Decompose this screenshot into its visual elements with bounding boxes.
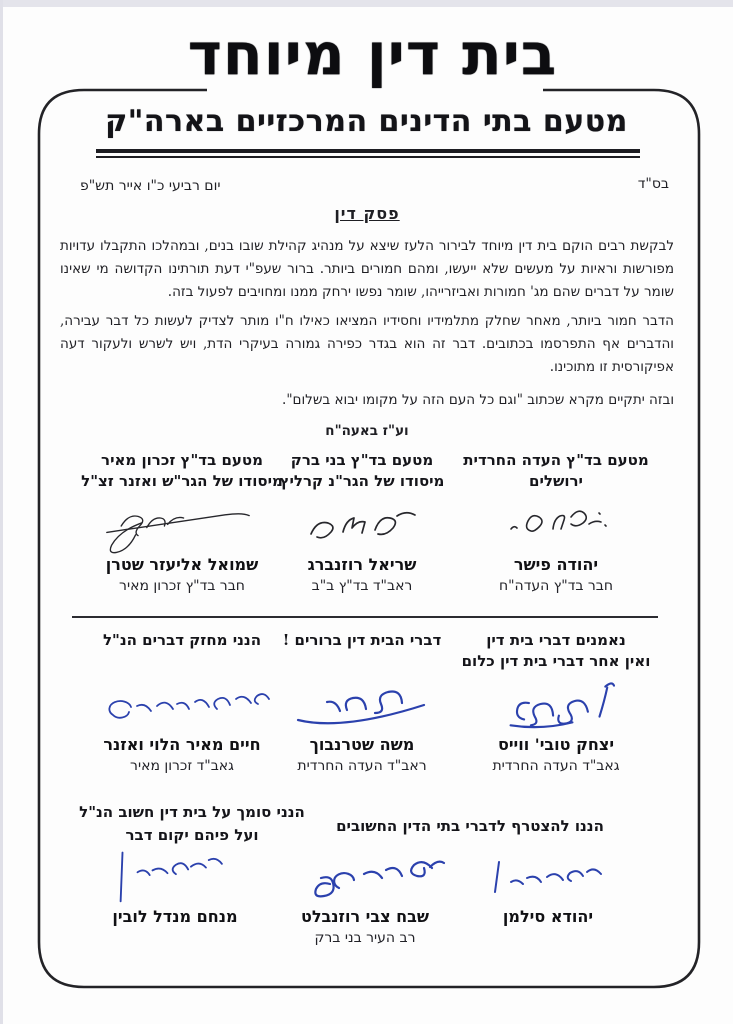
date-label: יום רביעי כ"ו אייר תש"פ <box>80 178 221 194</box>
signature-yehuda-fisher <box>501 502 611 546</box>
signer-name: יצחק טובי' ווייס <box>497 735 615 754</box>
photo-edge-left <box>0 0 3 1024</box>
signer-role: ראב"ד העדה החרדית <box>297 758 427 774</box>
signer-block-shmuel-eliezer-stern <box>67 450 297 596</box>
org-line: מיסודו של הגר"נ קרליץ <box>279 472 445 490</box>
signature-shmuel-eliezer-stern <box>72 494 292 554</box>
signer-block-menachem-mendel-lubin <box>60 844 290 948</box>
section-divider <box>72 616 658 618</box>
signer-role: רב העיר בני ברק <box>314 930 416 946</box>
org-line: מטעם בד"ץ זכרון מאיר <box>101 451 263 469</box>
signer-name: שמואל אליעזר שטרן <box>105 555 259 574</box>
org-line: ירושלים <box>529 472 583 490</box>
page-subtitle: מטעם בתי הדינים המרכזיים בארה"ק <box>105 104 628 139</box>
signer-role: חבר בד"ץ זכרון מאיר <box>119 578 245 594</box>
ruling-paragraph: לבקשת רבים הוקם בית דין מיוחד לבירור הלעז שיצא על מנהיג קהילת שובו בנים, ובמהלכו התקבלו עדויות מפורשות וראיות על מעשים שלא ייעשו, ומהם חמורים ביותר. ברור שעפ"י דעת תורתינו הקדושה מי שאינו שומר על דברים שהם מג' חמורות ואביזרייהו, שומר נפשו ירחק ממנו ומחויבים לפעול בזה. <box>60 238 674 300</box>
ruling-heading: פסק דין <box>334 204 400 223</box>
signer-name: מנחם מנדל לובין <box>112 907 238 926</box>
signer-role: גאב"ד העדה החרדית <box>492 758 620 774</box>
signer-role <box>60 928 290 948</box>
signature-chaim-meir-halevi-wosner <box>87 679 277 729</box>
ruling-paragraph: הדבר חמור ביותר, מאחר שחלק מתלמידיו וחסידיו המציאו כאילו ח"ו מותר לצדיק לעשות כל דבר עבירה, והדברים אף התפרסמו בכתובים. דבר זה הוא בגדר כפירה גמורה בעיקרי הדת, ויש לשרש ולעקור דעה אפיקורסית זו מתוכינו. <box>60 313 674 375</box>
signer-name: יהודה פישר <box>513 555 599 574</box>
bsd-label: בס"ד <box>637 176 669 192</box>
signature-shevach-tzvi-rosenblatt <box>280 849 450 903</box>
endorsement-line: ועל פיהם יקום דבר <box>125 826 259 844</box>
signature-sariel-rosenberg <box>297 501 427 547</box>
signer-name: יהודא סילמן <box>502 907 594 926</box>
endorsement-line: הנני מחזק דברים הנ"ל <box>102 631 262 649</box>
signer-role: גאב"ד זכרון מאיר <box>130 758 234 774</box>
double-rule-thin <box>96 156 640 158</box>
signer-role: ראב"ד בד"ץ ב"ב <box>311 578 413 594</box>
signer-name: שבח צבי רוזנבלט <box>300 907 430 926</box>
endorsement-line <box>67 651 297 672</box>
signature-yehuda-silman <box>483 854 613 899</box>
endorsement-line: דברי הבית דין ברורים ! <box>282 631 442 649</box>
signer-role: חבר בד"ץ העדה"ח <box>498 578 614 594</box>
org-line: מטעם בד"ץ בני ברק <box>290 451 434 469</box>
double-rule-thick <box>96 149 640 153</box>
ruling-body <box>60 235 674 443</box>
ruling-paragraph: ובזה יתקיים מקרא שכתוב "וגם כל העם הזה על מקומו יבוא בשלום". <box>282 392 674 408</box>
signature-moshe-sternbuch <box>290 676 435 732</box>
signer-name: משה שטרנבוך <box>309 735 415 754</box>
org-line: מטעם בד"ץ העדה החרדית <box>463 451 649 469</box>
endorsement-line: ואין אחר דברי בית דין כלום <box>461 652 651 670</box>
signer-block-chaim-meir-halevi-wosner <box>67 630 297 776</box>
signature-yitzchok-tuvia-weiss <box>491 675 621 733</box>
endorsement-center-header: הננו להצטרף לדברי בתי הדין החשובים <box>336 817 604 835</box>
org-line: מיסודו של הגר"ש ואזנר זצ"ל <box>81 472 283 490</box>
signer-name: חיים מאיר הלוי ואזנר <box>103 735 261 754</box>
endorsement-line: הנני סומך על בית דין חשוב הנ"ל <box>79 803 305 821</box>
signer-name: שריאל רוזנברג <box>307 555 417 574</box>
ruling-closing: וע"ז באעה"ח <box>325 423 409 439</box>
photo-edge-top <box>0 0 733 7</box>
endorsement-left-header <box>67 801 317 847</box>
page-title: בית דין מיוחד <box>187 20 558 88</box>
signature-menachem-mendel-lubin <box>105 846 245 906</box>
endorsement-line: נאמנים דברי בית דין <box>486 631 626 649</box>
